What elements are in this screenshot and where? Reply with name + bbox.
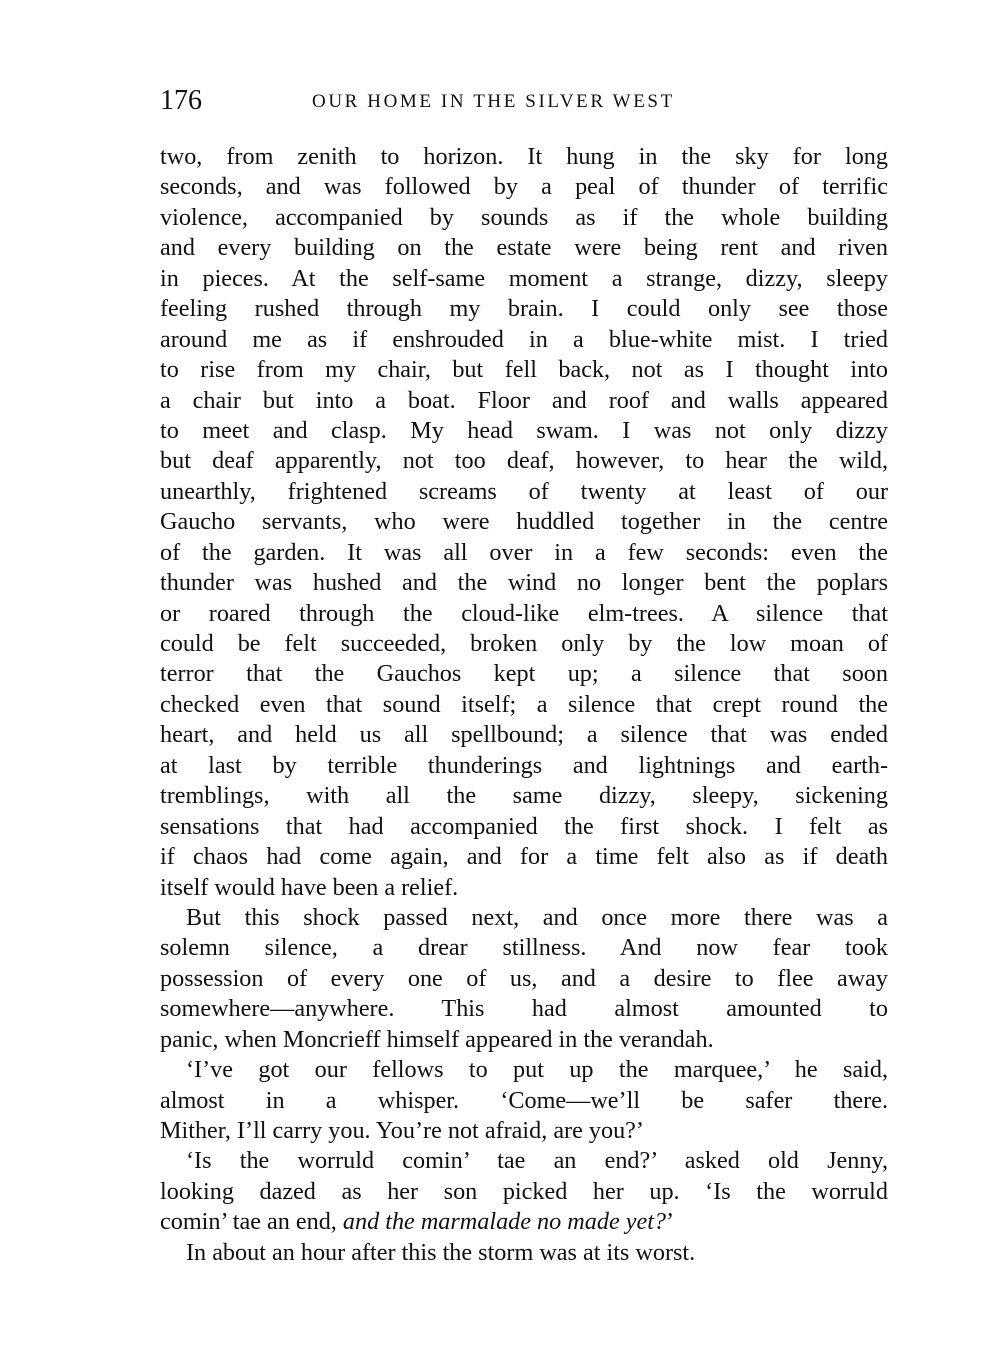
text-line: somewhere—anywhere. This had almost amounted to: [160, 995, 888, 1023]
text-line: But this shock passed next, and once more there was a: [186, 903, 888, 931]
text-line: sensations that had accompanied the first shock. I felt as: [160, 812, 888, 840]
text-line: at last by terrible thunderings and lightnings and earth-: [160, 751, 888, 779]
text-line: to rise from my chair, but fell back, not as I thought into: [160, 356, 888, 384]
text-line: almost in a whisper. ‘Come—we’ll be safer there.: [160, 1086, 888, 1114]
running-title: OUR HOME IN THE SILVER WEST: [312, 91, 675, 112]
text-line: thunder was hushed and the wind no longer bent the poplars: [160, 569, 888, 597]
text-line: a chair but into a boat. Floor and roof and walls appeared: [160, 386, 888, 414]
text-segment: comin’ tae an end,: [160, 1208, 343, 1236]
body-text: [160, 142, 888, 1268]
italic-text-segment: and the marmalade no made yet?: [342, 1208, 667, 1236]
text-line: ‘Is the worruld comin’ tae an end?’ asked old Jenny,: [186, 1147, 888, 1175]
text-line: but deaf apparently, not too deaf, however, to hear the wild,: [160, 447, 888, 475]
text-line: Mither, I’ll carry you. You’re not afraid, are you?’: [160, 1117, 644, 1144]
text-line: solemn silence, a drear stillness. And now fear took: [160, 934, 888, 962]
text-line: and every building on the estate were being rent and riven: [160, 234, 888, 262]
text-line: could be felt succeeded, broken only by the low moan of: [160, 630, 888, 657]
text-line: around me as if enshrouded in a blue-white mist. I tried: [160, 325, 888, 353]
text-line: tremblings, with all the same dizzy, sleepy, sickening: [160, 782, 888, 810]
text-line: to meet and clasp. My head swam. I was not only dizzy: [160, 416, 888, 444]
text-line: or roared through the cloud-like elm-trees. A silence that: [160, 599, 888, 627]
text-line: Gaucho servants, who were huddled together in the centre: [160, 508, 888, 536]
page-number: 176: [160, 85, 202, 116]
text-line: checked even that sound itself; a silence that crept round the: [160, 690, 888, 718]
text-line: seconds, and was followed by a peal of thunder of terrific: [160, 173, 888, 201]
text-segment: ’: [666, 1208, 675, 1236]
text-line: heart, and held us all spellbound; a silence that was ended: [160, 721, 888, 749]
text-line: violence, accompanied by sounds as if the whole building: [160, 203, 888, 231]
text-line: terror that the Gauchos kept up; a silence that soon: [160, 660, 888, 688]
text-line: if chaos had come again, and for a time felt also as if death: [160, 843, 888, 871]
text-line: looking dazed as her son picked her up. ‘Is the worruld: [160, 1177, 888, 1205]
text-line: in pieces. At the self-same moment a strange, dizzy, sleepy: [160, 264, 888, 292]
text-line: unearthly, frightened screams of twenty at least of our: [160, 477, 888, 505]
text-line: two, from zenith to horizon. It hung in the sky for long: [160, 143, 888, 170]
text-line: itself would have been a relief.: [160, 873, 459, 901]
page-header: [160, 84, 888, 118]
text-line: of the garden. It was all over in a few seconds: even the: [160, 538, 888, 566]
text-line: In about an hour after this the storm was at its worst.: [186, 1238, 696, 1266]
text-line: possession of every one of us, and a desire to flee away: [160, 964, 888, 992]
text-line: panic, when Moncrieff himself appeared in the verandah.: [160, 1025, 714, 1053]
text-line: ‘I’ve got our fellows to put up the marquee,’ he said,: [186, 1056, 888, 1084]
text-line: [160, 1207, 888, 1237]
text-line: feeling rushed through my brain. I could only see those: [160, 295, 888, 323]
